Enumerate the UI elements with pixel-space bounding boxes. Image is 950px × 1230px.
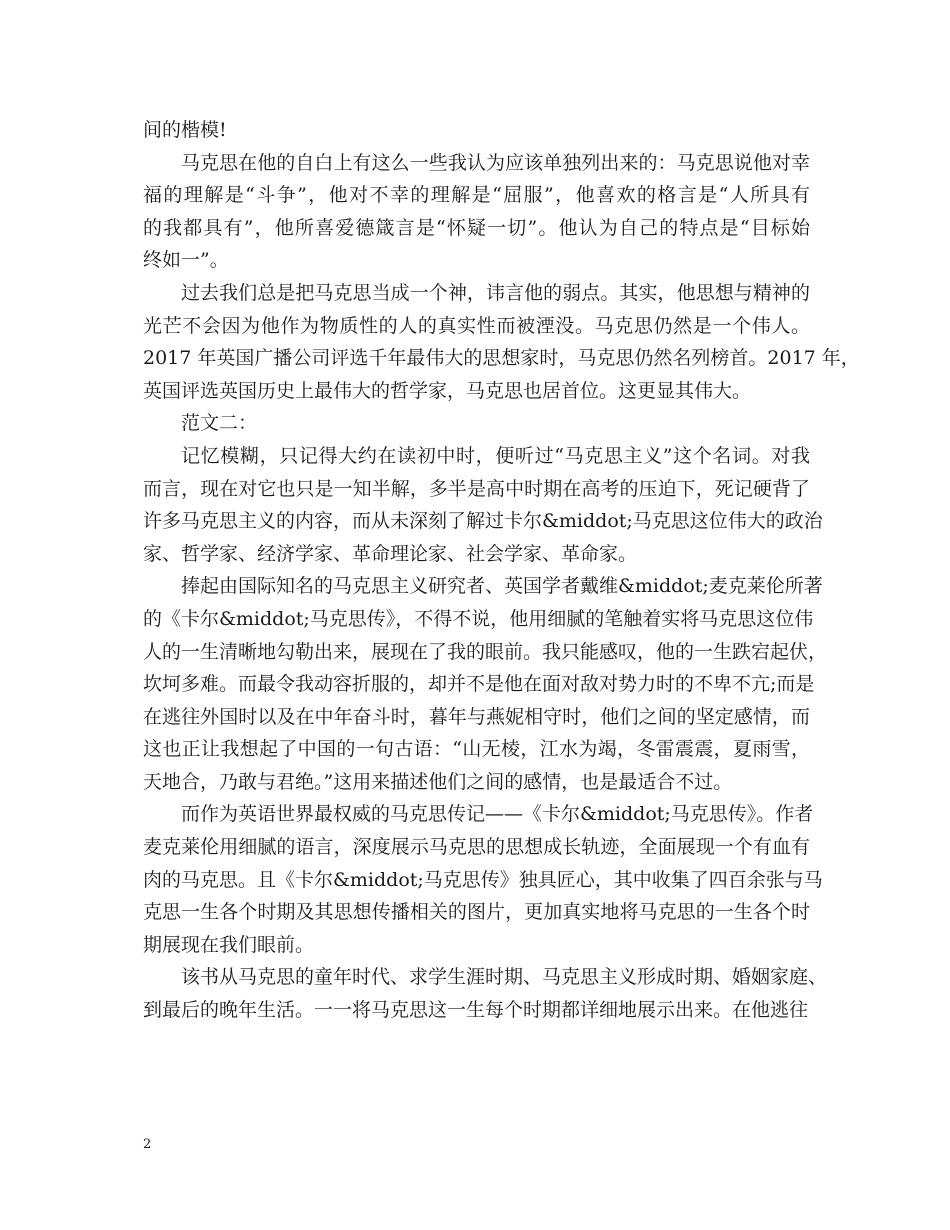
text-line: 而作为英语世界最权威的马克思传记——《卡尔&middot;马克思传》。作者 [181,803,814,826]
text-line: 记忆模糊，只记得大约在读初中时，便听过“马克思主义”这个名词。对我 [181,444,810,467]
text-line: 的《卡尔&middot;马克思传》，不得不说，他用细腻的笔触着实将马克思这位伟 [143,607,814,630]
text-line: 光芒不会因为他作为物质性的人的真实性而被湮没。马克思仍然是一个伟人。 [143,314,810,337]
text-line: 的我都具有”，他所喜爱德箴言是“怀疑一切”。他认为自己的特点是“目标始 [143,216,810,239]
text-line: 范文二： [181,412,258,435]
text-line: 这也正让我想起了中国的一句古语：“山无棱，江水为竭，冬雷震震，夏雨雪， [143,738,810,761]
text-line: 家、哲学家、经济学家、革命理论家、社会学家、革命家。 [143,542,638,565]
text-line: 肉的马克思。且《卡尔&middot;马克思传》独具匠心，其中收集了四百余张与马 [143,868,823,891]
paragraph [143,147,810,277]
text-line: 克思一生各个时期及其思想传播相关的图片，更加真实地将马克思的一生各个时 [143,901,810,924]
paragraph [143,407,810,440]
text-line: 英国评选英国历史上最伟大的哲学家，马克思也居首位。这更显其伟大。 [143,379,752,402]
text-line: 在逃往外国时以及在中年奋斗时，暮年与燕妮相守时，他们之间的坚定感情，而 [143,705,810,728]
text-line: 马克思在他的自白上有这么一些我认为应该单独列出来的：马克思说他对幸 [181,151,810,174]
page-number: 2 [143,1137,152,1152]
text-line: 捧起由国际知名的马克思主义研究者、英国学者戴维&middot;麦克莱伦所著 [181,575,823,598]
paragraph [143,277,860,407]
paragraph [143,570,828,798]
paragraph [143,798,823,961]
text-line: 人的一生清晰地勾勒出来，展现在了我的眼前。我只能感叹，他的一生跌宕起伏， [143,640,828,663]
text-line: 到最后的晚年生活。一一将马克思这一生每个时期都详细地展示出来。在他逃往 [143,999,809,1022]
text-line: 麦克莱伦用细腻的语言，深度展示马克思的思想成长轨迹，全面展现一个有血有 [143,836,810,859]
paragraph [143,440,823,570]
text-line: 而言，现在对它也只是一知半解，多半是高中时期在高考的压迫下，死记硬背了 [143,477,810,500]
text-line: 天地合，乃敢与君绝。”这用来描述他们之间的感情，也是最适合不过。 [143,770,733,793]
text-line: 坎坷多难。而最令我动容折服的，却并不是他在面对敌对势力时的不卑不亢;而是 [143,673,815,696]
text-line: 福的理解是“斗争”，他对不幸的理解是“屈服”，他喜欢的格言是“人所具有 [143,184,810,207]
text-line: 许多马克思主义的内容，而从未深刻了解过卡尔&middot;马克思这位伟大的政治 [143,510,823,533]
text-line: 终如一”。 [143,249,229,272]
document-body [143,114,860,1027]
text-line: 间的楷模! [143,119,227,141]
paragraph [143,114,810,147]
paragraph [143,961,828,1026]
text-line: 过去我们总是把马克思当成一个神，讳言他的弱点。其实，他思想与精神的 [181,281,810,304]
text-line: 期展现在我们眼前。 [143,933,315,956]
text-line: 2017 年英国广播公司评选千年最伟大的思想家时，马克思仍然名列榜首。2017 年， [143,347,860,370]
text-line: 该书从马克思的童年时代、求学生涯时期、马克思主义形成时期、婚姻家庭、 [181,966,828,989]
